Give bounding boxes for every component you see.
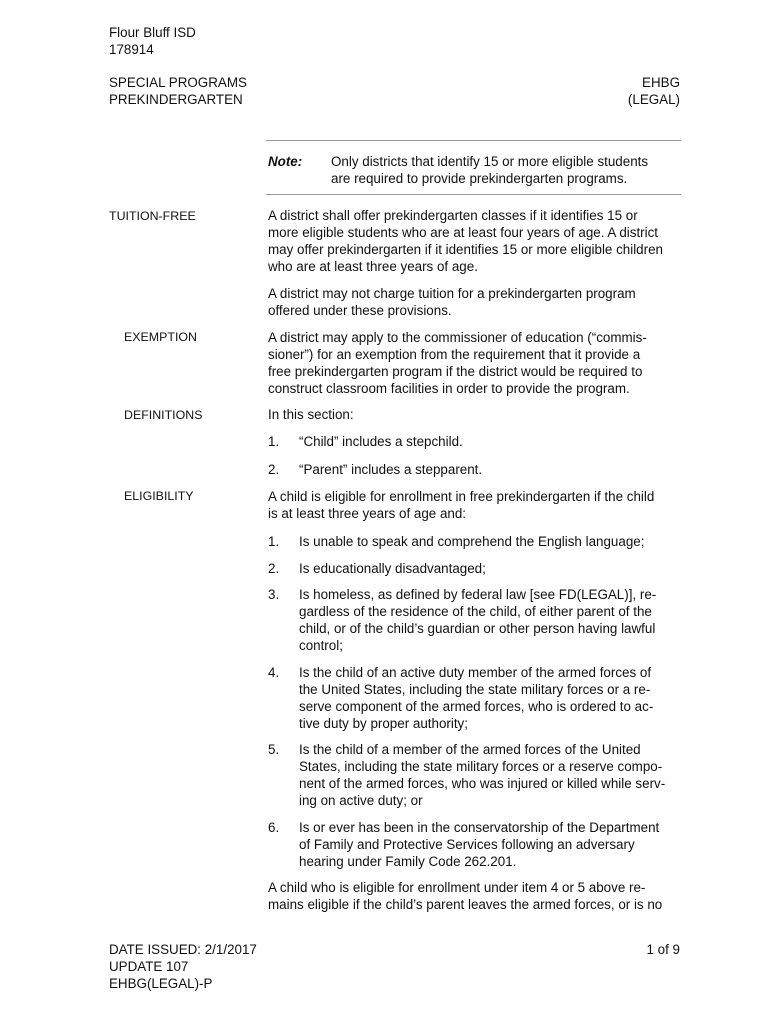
note-text-line-1: Only districts that identify 15 or more eligible students bbox=[331, 154, 649, 169]
eligibility-number: 4. bbox=[268, 665, 280, 680]
footer-doc-id: EHBG(LEGAL)-P bbox=[109, 976, 213, 991]
text-line: free prekindergarten program if the district would be required to bbox=[268, 364, 643, 379]
section-subtitle: PREKINDERGARTEN bbox=[109, 92, 243, 107]
eligibility-item bbox=[299, 664, 680, 732]
eligibility-number: 1. bbox=[268, 534, 280, 549]
text-line: is at least three years of age and: bbox=[268, 506, 467, 521]
text-line: A district shall offer prekindergarten classes if it identifies 15 or bbox=[268, 208, 638, 223]
eligibility-number: 2. bbox=[268, 561, 280, 576]
district-code: 178914 bbox=[109, 42, 154, 57]
text-line: may offer prekindergarten if it identifies 15 or more eligible children bbox=[268, 242, 663, 257]
text-line: construct classroom facilities in order to provide the program. bbox=[268, 381, 630, 396]
text-line: of Family and Protective Services following an adversary bbox=[299, 837, 635, 852]
text-line: Is educationally disadvantaged; bbox=[299, 561, 486, 576]
footer-page-number: 1 of 9 bbox=[646, 942, 680, 957]
tuition-paragraph-1 bbox=[268, 207, 680, 275]
text-line: Is or ever has been in the conservatorship of the Department bbox=[299, 820, 660, 835]
section-title: SPECIAL PROGRAMS bbox=[109, 75, 247, 90]
eligibility-item bbox=[299, 560, 680, 577]
eligibility-item bbox=[299, 819, 680, 870]
text-line: the United States, including the state military forces or a re- bbox=[299, 682, 651, 697]
heading-eligibility: ELIGIBILITY bbox=[124, 489, 194, 503]
text-line: Is the child of an active duty member of the armed forces of bbox=[299, 665, 652, 680]
note-bottom-rule bbox=[266, 194, 681, 195]
text-line: mains eligible if the child’s parent leaves the armed forces, or is no bbox=[268, 897, 663, 912]
heading-tuition-free: TUITION-FREE bbox=[109, 209, 196, 223]
text-line: ing on active duty; or bbox=[299, 793, 423, 808]
text-line: A child who is eligible for enrollment under item 4 or 5 above re- bbox=[268, 880, 646, 895]
text-line: Is unable to speak and comprehend the English language; bbox=[299, 534, 645, 549]
note-text-line-2: are required to provide prekindergarten programs. bbox=[331, 171, 628, 186]
text-line: control; bbox=[299, 638, 343, 653]
text-line: offered under these provisions. bbox=[268, 303, 452, 318]
eligibility-number: 3. bbox=[268, 587, 280, 602]
eligibility-intro bbox=[268, 488, 680, 522]
footer-update: UPDATE 107 bbox=[109, 959, 189, 974]
definition-text: “Parent” includes a stepparent. bbox=[299, 462, 483, 477]
text-line: more eligible students who are at least four years of age. A district bbox=[268, 225, 659, 240]
definition-number: 2. bbox=[268, 462, 280, 477]
text-line: who are at least three years of age. bbox=[268, 259, 478, 274]
district-name: Flour Bluff ISD bbox=[109, 25, 196, 40]
closing-paragraph bbox=[268, 879, 680, 913]
eligibility-item bbox=[299, 741, 680, 809]
eligibility-number: 6. bbox=[268, 820, 280, 835]
text-line: States, including the state military forces or a reserve compo- bbox=[299, 759, 663, 774]
eligibility-item bbox=[299, 586, 680, 654]
eligibility-number: 5. bbox=[268, 742, 280, 757]
text-line: Is homeless, as defined by federal law [see FD(LEGAL)], re- bbox=[299, 587, 657, 602]
definition-text: “Child” includes a stepchild. bbox=[299, 434, 463, 449]
exemption-paragraph bbox=[268, 329, 680, 397]
footer-date-issued: DATE ISSUED: 2/1/2017 bbox=[109, 942, 257, 957]
note-label: Note: bbox=[268, 154, 303, 169]
text-line: child, or of the child’s guardian or other person having lawful bbox=[299, 621, 656, 636]
eligibility-item bbox=[299, 533, 680, 550]
text-line: tive duty by proper authority; bbox=[299, 716, 468, 731]
text-line: hearing under Family Code 262.201. bbox=[299, 854, 517, 869]
text-line: serve component of the armed forces, who is ordered to ac- bbox=[299, 699, 654, 714]
text-line: gardless of the residence of the child, of either parent of the bbox=[299, 604, 652, 619]
heading-definitions: DEFINITIONS bbox=[124, 408, 203, 422]
text-line: A child is eligible for enrollment in free prekindergarten if the child bbox=[268, 489, 655, 504]
tuition-paragraph-2 bbox=[268, 285, 680, 319]
definition-number: 1. bbox=[268, 434, 280, 449]
text-line: sioner”) for an exemption from the requirement that it provide a bbox=[268, 347, 641, 362]
definitions-intro: In this section: bbox=[268, 407, 354, 422]
text-line: A district may not charge tuition for a prekindergarten program bbox=[268, 286, 636, 301]
text-line: nent of the armed forces, who was injured or killed while serv- bbox=[299, 776, 666, 791]
text-line: A district may apply to the commissioner of education (“commis- bbox=[268, 330, 647, 345]
policy-code: EHBG bbox=[642, 75, 680, 90]
note-top-rule bbox=[266, 140, 681, 141]
heading-exemption: EXEMPTION bbox=[124, 330, 197, 344]
policy-type: (LEGAL) bbox=[627, 92, 680, 107]
text-line: Is the child of a member of the armed forces of the United bbox=[299, 742, 641, 757]
